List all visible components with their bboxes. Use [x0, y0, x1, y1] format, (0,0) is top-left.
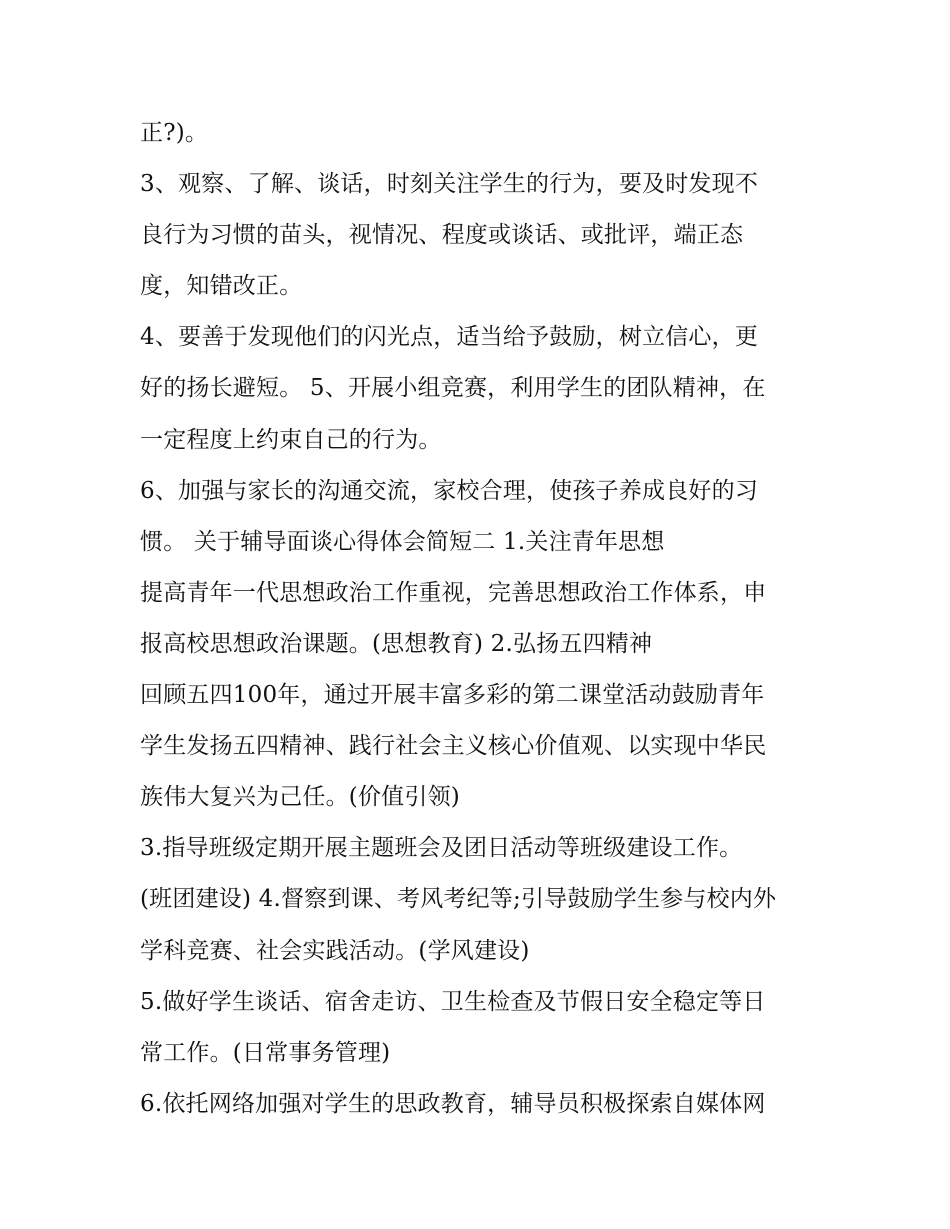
text-line: 良行为习惯的苗头，视情况、程度或谈话、或批评，端正态 [140, 222, 744, 249]
text-line: 提高青年一代思想政治工作重视，完善思想政治工作体系，申 [140, 579, 767, 606]
text-line: 5.做好学生谈话、宿舍走访、卫生检查及节假日安全稳定等日 [140, 988, 766, 1015]
text-line: 度，知错改正。 [140, 273, 303, 300]
text-line: 3、观察、了解、谈话，时刻关注学生的行为，要及时发现不 [140, 171, 759, 198]
text-line: 回顾五四100年，通过开展丰富多彩的第二课堂活动鼓励青年 [140, 682, 765, 709]
text-line: 好的扬长避短。 5、开展小组竞赛，利用学生的团队精神，在 [140, 375, 766, 402]
text-line: 族伟大复兴为己任。(价值引领) [140, 784, 460, 811]
text-line: 3.指导班级定期开展主题班会及团日活动等班级建设工作。 [140, 835, 743, 862]
text-line: 学生发扬五四精神、践行社会主义核心价值观、以实现中华民 [140, 733, 767, 760]
text-line: (班团建设) 4.督察到课、考风考纪等;引导鼓励学生参与校内外 [140, 886, 777, 913]
text-line: 常工作。(日常事务管理) [140, 1039, 391, 1066]
document-body [140, 108, 830, 1130]
text-line: 一定程度上约束自己的行为。 [140, 426, 442, 453]
text-line: 惯。 关于辅导面谈心得体会简短二 1.关注青年思想 [140, 528, 665, 555]
text-line: 6、加强与家长的沟通交流，家校合理，使孩子养成良好的习 [140, 477, 759, 504]
text-line: 6.依托网络加强对学生的思政教育，辅导员积极探索自媒体网 [140, 1090, 766, 1117]
text-line: 学科竞赛、社会实践活动。(学风建设) [140, 937, 530, 964]
text-line: 4、要善于发现他们的闪光点，适当给予鼓励，树立信心，更 [140, 324, 759, 351]
text-line: 报高校思想政治课题。(思想教育) 2.弘扬五四精神 [140, 630, 653, 657]
text-line: 正?)。 [140, 120, 209, 146]
